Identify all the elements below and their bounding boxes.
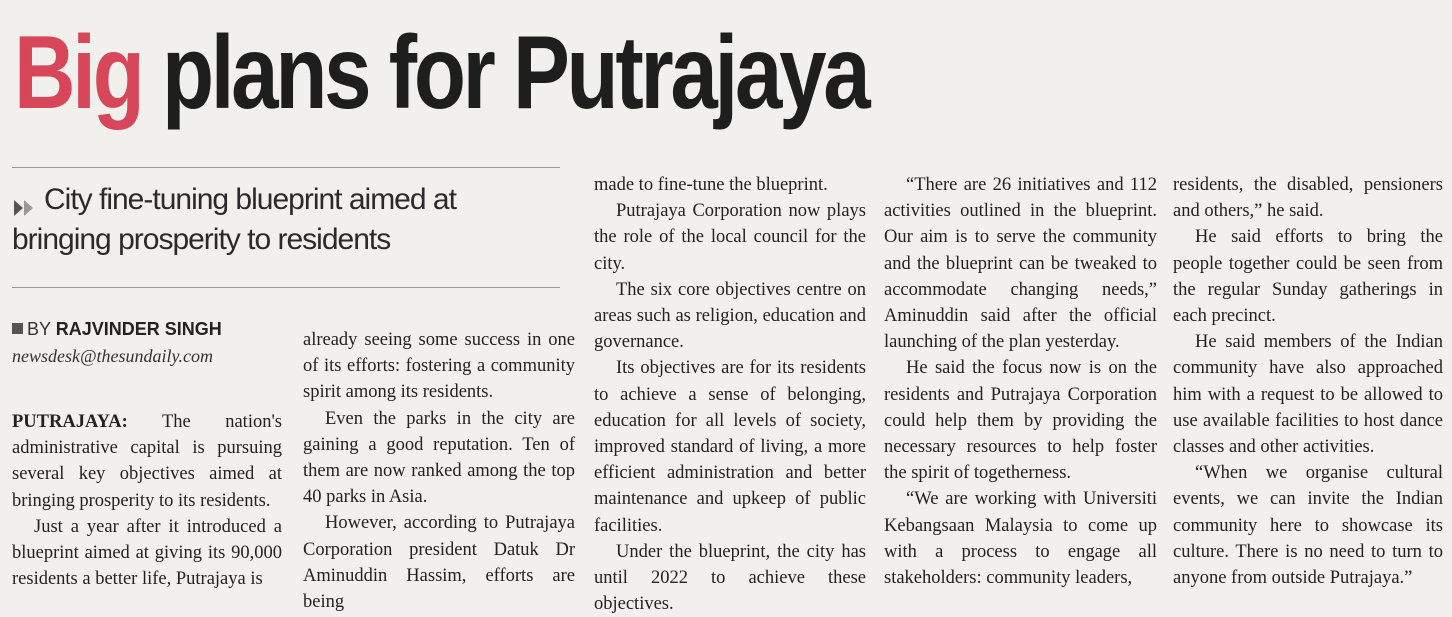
- article-paragraph: He said members of the Indian community have also approached him with a request to be allowed to use available facilities to host dance classes and other activities.: [1173, 332, 1443, 458]
- article-paragraph: He said the focus now is on the residents and Putrajaya Corporation could help them by providing the necessary resources to help foster the spirit of togetherness.: [884, 358, 1157, 484]
- article-paragraph: Under the blueprint, the city has until 2022 to achieve these objectives.: [594, 541, 866, 615]
- subhead: [12, 180, 557, 260]
- article-paragraph: However, according to Putrajaya Corporation president Datuk Dr Aminuddin Hassim, efforts are being: [303, 513, 575, 613]
- article-paragraph: already seeing some success in one of its efforts: fostering a community spirit among its residents.: [303, 330, 575, 403]
- headline-accent: Big: [14, 15, 142, 131]
- article-paragraph: “We are working with Universiti Kebangsaan Malaysia to come up with a process to engage all stakeholders: community leaders,: [884, 489, 1157, 589]
- article-column-1: [12, 409, 282, 592]
- article-paragraph: made to fine-tune the blueprint.: [594, 175, 828, 195]
- paragraph-text: The nation's administrative capital is pursuing several key objectives aimed at bringing prosperity to its residents.: [12, 412, 282, 511]
- byline-prefix: BY: [27, 319, 51, 339]
- subhead-top-rule: [12, 167, 560, 168]
- article-paragraph: He said efforts to bring the people together could be seen from the regular Sunday gatherings in each precinct.: [1173, 227, 1443, 327]
- dateline: PUTRAJAYA:: [12, 412, 128, 432]
- byline-email: newsdesk@thesundaily.com: [12, 346, 214, 366]
- byline-author: RAJVINDER SINGH: [55, 319, 222, 339]
- article-paragraph: [12, 409, 282, 514]
- subhead-bottom-rule: [12, 287, 560, 288]
- byline: [12, 319, 222, 340]
- article-column-3: [594, 172, 866, 617]
- article-paragraph: “There are 26 initiatives and 112 activities outlined in the blueprint. Our aim is to serve the community and the blueprint can be tweaked to accommodate changing needs,” Aminuddin said after the official launching of the plan yesterday.: [884, 175, 1157, 353]
- article-column-4: [884, 172, 1157, 591]
- article-paragraph: “When we organise cultural events, we can invite the Indian community here to showcase its culture. There is no need to turn to anyone from outside Putrajaya.”: [1173, 463, 1443, 589]
- article-paragraph: Just a year after it introduced a blueprint aimed at giving its 90,000 residents a better life, Putrajaya is: [12, 516, 282, 590]
- byline-marker-icon: [12, 323, 23, 334]
- article-column-5: [1173, 172, 1443, 591]
- subhead-text: City fine-tuning blueprint aimed at bringing prosperity to residents: [12, 183, 456, 256]
- headline-rest: plans for Putrajaya: [161, 15, 868, 131]
- double-chevron-arrow-icon: [12, 190, 38, 212]
- article-column-2: [303, 327, 575, 615]
- article-paragraph: The six core objectives centre on areas such as religion, education and governance.: [594, 279, 866, 353]
- article-paragraph: Putrajaya Corporation now plays the role of the local council for the city.: [594, 201, 866, 274]
- article-paragraph: Even the parks in the city are gaining a good reputation. Ten of them are now ranked among the top 40 parks in Asia.: [303, 408, 575, 508]
- article-paragraph: Its objectives are for its residents to achieve a sense of belonging, education for all levels of society, improved standard of living, a more efficient administration and better maintenance and upkeep of public facilities.: [594, 358, 866, 536]
- article-paragraph: residents, the disabled, pensioners and others,” he said.: [1173, 175, 1443, 222]
- headline: [14, 8, 867, 138]
